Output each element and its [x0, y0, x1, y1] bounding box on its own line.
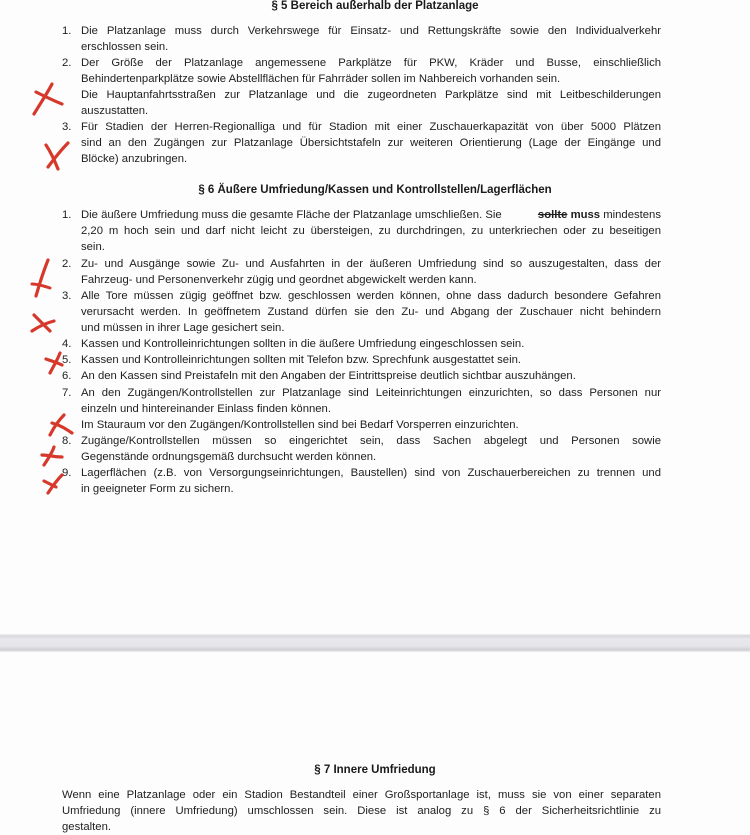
item-text-line: sein. [81, 241, 105, 253]
item-text-line: Alle Tore müssen zügig geöffnet bzw. geschlossen werden können, ohne dass dadurch besondere Gefahren [81, 290, 661, 302]
item-text-line: An den Zugängen/Kontrollstellen zur Platzanlage sind Leiteinrichtungen einzurichten, so dass Personen nur [81, 387, 661, 399]
section-6-heading: § 6 Äußere Umfriedung/Kassen und Kontrollstellen/Lagerflächen [198, 184, 552, 196]
x-mark-icon [44, 351, 64, 375]
item-text-line: und müssen in ihrer Lage gesichert sein. [81, 322, 285, 334]
item-number: 3. [62, 121, 72, 133]
item-text-line: Für Stadien der Herren-Regionalliga und für Stadion mit einer Zuschauerkapazität von über 5000 Plätzen [81, 121, 661, 133]
item-number: 1. [62, 209, 72, 221]
edit-group [538, 207, 661, 223]
x-mark-icon [30, 80, 66, 116]
item-number: 2. [62, 258, 72, 270]
item-text-line: An den Kassen sind Preistafeln mit den Angaben der Eintrittspreise deutlich sichtbar auszuhängen. [81, 370, 576, 382]
x-mark-icon [44, 141, 72, 171]
item-text-line: Behindertenparkplätze sowie Abstellflächen für Fahrräder sollen im Nahbereich vorhanden sein. [81, 73, 561, 85]
item-text-segment: Die äußere Umfriedung muss die gesamte Fläche der Platzanlage umschließen. Sie [81, 209, 502, 221]
item-text-line: sind an den Zugängen zur Platzanlage Übersichtstafeln zur weiteren Orientierung (Lage der Eingänge und [81, 137, 661, 149]
item-text-line: Zugänge/Kontrollstellen müssen so eingerichtet sein, dass Sachen abgelegt und Personen sowie [81, 435, 661, 447]
x-mark-icon [40, 445, 64, 467]
item-number: 9. [62, 467, 72, 479]
section-7-heading: § 7 Innere Umfriedung [314, 764, 436, 776]
item-number: 5. [62, 354, 72, 366]
page-separator [0, 634, 750, 652]
section-5-heading: § 5 Bereich außerhalb der Platzanlage [271, 0, 479, 12]
item-text-line: in geeigneter Form zu sichern. [81, 483, 234, 495]
check-cross-mark-icon [30, 258, 54, 298]
struck-word: sollte [537, 209, 568, 221]
item-text-line: Die Platzanlage muss durch Verkehrswege für Einsatz- und Rettungskräfte sowie den Individualverkehr [81, 25, 661, 37]
item-text-line: erschlossen sein. [81, 41, 169, 53]
x-mark-icon [48, 413, 74, 437]
item-text-line: Der Größe der Platzanlage angemessene Parkplätze für PKW, Kräder und Busse, einschließlich [81, 57, 661, 69]
document-page-2 [0, 652, 750, 834]
item-text-line: Gegenstände ordnungsgemäß durchsucht werden können. [81, 451, 377, 463]
x-mark-icon [42, 473, 64, 495]
item-text-line: 2,20 m hoch sein und darf nicht leicht zu übersteigen, zu durchdringen, zu unterkriechen oder zu beseitigen [81, 225, 661, 237]
item-text-line: auszustatten. [81, 105, 149, 117]
item-text-line: Fahrzeug- und Personenverkehr zügig und geordnet abgewickelt werden kann. [81, 274, 477, 286]
item-text-line: verursacht werden. In geöffnetem Zustand dürfen sie den Zu- und Abgang der Zuschauer nicht behindern [81, 306, 661, 318]
item-text-line: Im Stauraum vor den Zugängen/Kontrollstellen sind bei Bedarf Vorsperren einzurichten. [81, 419, 519, 431]
item-text-line: Zu- und Ausgänge sowie Zu- und Ausfahrten in der äußeren Umfriedung sind so auszugestalten, dass der [81, 258, 661, 270]
item-number: 8. [62, 435, 72, 447]
paragraph-line: Umfriedung (innere Umfriedung) umschlossen sein. Diese ist analog zu § 6 der Sicherheitsrichtlinie zu [62, 805, 661, 817]
item-text-line: Lagerflächen (z.B. von Versorgungseinrichtungen, Baustellen) sind von Zuschauerbereichen zu trennen und [81, 467, 661, 479]
item-number: 6. [62, 370, 72, 382]
item-text-segment: mindestens [603, 209, 661, 221]
item-number: 2. [62, 57, 72, 69]
x-mark-icon [30, 313, 56, 335]
item-number: 3. [62, 290, 72, 302]
item-text-line: Kassen und Kontrolleinrichtungen sollten in die äußere Umfriedung eingeschlossen sein. [81, 338, 525, 350]
item-number: 7. [62, 387, 72, 399]
item-text-line: Blöcke) anzubringen. [81, 153, 188, 165]
item-number: 4. [62, 338, 72, 350]
item-text-line [81, 207, 661, 223]
inserted-word: muss [570, 209, 601, 221]
paragraph-line: gestalten. [62, 821, 111, 833]
item-text-line: einzeln und hintereinander Einlass finden können. [81, 403, 331, 415]
paragraph-line: Wenn eine Platzanlage oder ein Stadion Bestandteil einer Großsportanlage ist, muss sie von einer separaten [62, 789, 661, 801]
item-text-line: Kassen und Kontrolleinrichtungen sollten mit Telefon bzw. Sprechfunk ausgestattet sein. [81, 354, 522, 366]
item-text-line: Die Hauptanfahrtsstraßen zur Platzanlage und die zugeordneten Parkplätze sind mit Leitbeschilderungen [81, 89, 661, 101]
item-number: 1. [62, 25, 72, 37]
